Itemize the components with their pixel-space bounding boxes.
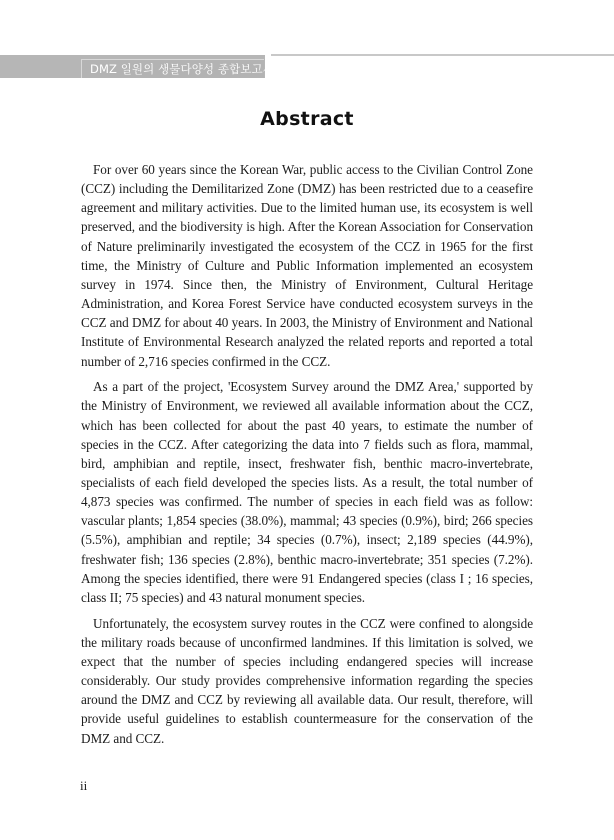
page-number: ii <box>80 778 88 793</box>
abstract-paragraph-2: As a part of the project, 'Ecosystem Survey around the DMZ Area,' supported by the Ministry of Environment, we reviewed all available information about the CCZ, which has been collected for about the past 40 years, to estimate the number of species in the CCZ. After categorizing the data into 7 fields such as flora, mammal, bird, amphibian and reptile, insect, freshwater fish, benthic macro-invertebrate, specialists of each field developed the species lists. As a result, the total number of 4,873 species was confirmed. The number of species in each field was as follow: vascular plants; 1,854 species (38.0%), mammal; 43 species (0.9%), bird; 266 species (5.5%), amphibian and reptile; 34 species (0.7%), insect; 2,189 species (44.9%), freshwater fish; 136 species (2.8%), benthic macro-invertebrate; 351 species (7.2%). Among the species identified, there were 91 Endangered species (class I ; 16 species, class II; 75 species) and 43 natural monument species. <box>81 379 533 605</box>
abstract-body <box>81 160 533 754</box>
abstract-paragraph-1: For over 60 years since the Korean War, public access to the Civilian Control Zone (CCZ) including the Demilitarized Zone (DMZ) has been restricted due to a ceasefire agreement and military activities. Due to the limited human use, its ecosystem is well preserved, and the biodiversity is high. After the Korean Association for Conservation of Nature preliminarily investigated the ecosystem of the CCZ in 1965 for the first time, the Ministry of Culture and Public Information implemented an ecosystem survey in 1974. Since then, the Ministry of Environment, Cultural Heritage Administration, and Korea Forest Service have conducted ecosystem surveys in the CCZ and DMZ for about 40 years. In 2003, the Ministry of Environment and National Institute of Environmental Research analyzed the related reports and reported a total number of 2,716 species confirmed in the CCZ. <box>81 162 533 369</box>
header-divider <box>271 54 614 56</box>
abstract-paragraph-3: Unfortunately, the ecosystem survey routes in the CCZ were confined to alongside the military roads because of unconfirmed landmines. If this limitation is solved, we expect that the number of species including endangered species will increase considerably. Our study provides comprehensive information regarding the species around the DMZ and CCZ by reviewing all available data. Our result, therefore, will provide useful guidelines to establish countermeasure for the conservation of the DMZ and CCZ. <box>81 615 533 746</box>
running-header-title: DMZ 일원의 생물다양성 종합보고서 <box>81 59 264 78</box>
page-title: Abstract <box>260 108 354 130</box>
